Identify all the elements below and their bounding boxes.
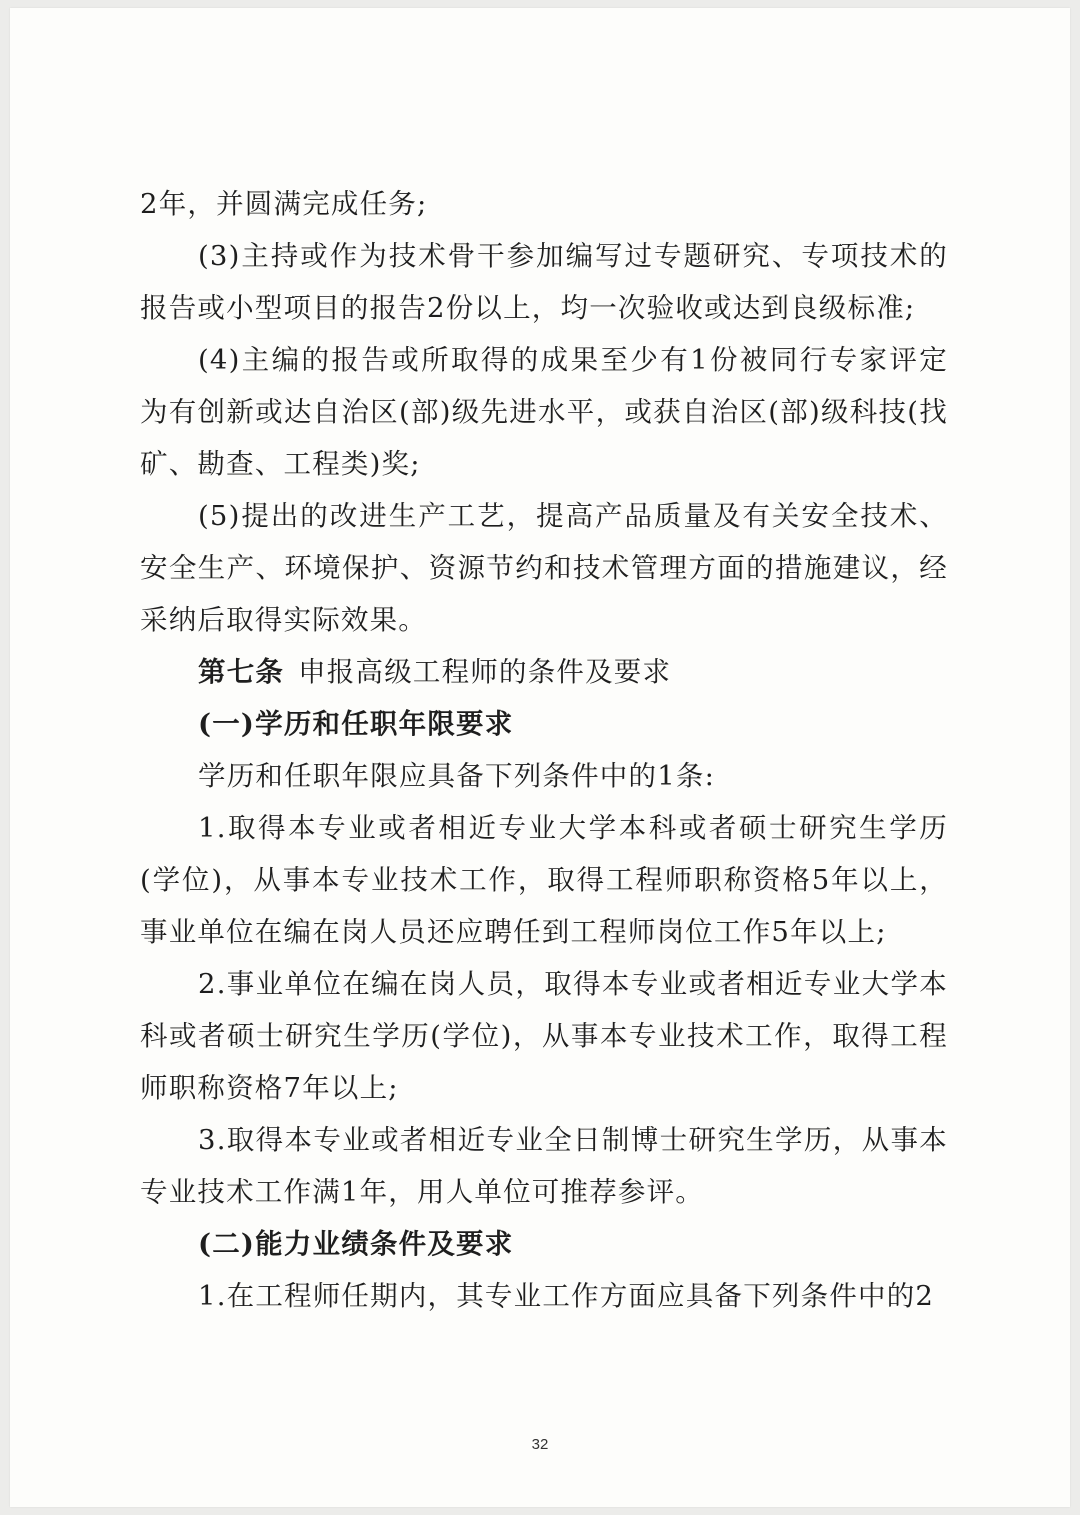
paragraph-continuation: 2年，并圆满完成任务;: [140, 188, 428, 220]
document-page: [10, 8, 1070, 1507]
section-heading-ability: (二)能力业绩条件及要求: [198, 1228, 514, 1260]
section-intro: 学历和任职年限应具备下列条件中的1条:: [198, 760, 716, 792]
article-heading: [140, 646, 948, 698]
document-body: [140, 178, 948, 1322]
paragraph-item-5: (5)提出的改进生产工艺，提高产品质量及有关安全技术、安全生产、环境保护、资源节约和技术管理方面的措施建议，经采纳后取得实际效果。: [140, 500, 948, 636]
requirement-item-2: 2.事业单位在编在岗人员，取得本专业或者相近专业大学本科或者硕士研究生学历(学位)，从事本专业技术工作，取得工程师职称资格7年以上;: [140, 968, 948, 1104]
article-number: 第七条: [198, 656, 285, 688]
requirement-item-3: 3.取得本专业或者相近专业全日制博士研究生学历，从事本专业技术工作满1年，用人单位可推荐参评。: [140, 1124, 948, 1208]
paragraph-item-4: (4)主编的报告或所取得的成果至少有1份被同行专家评定为有创新或达自治区(部)级先进水平，或获自治区(部)级科技(找矿、勘查、工程类)奖;: [140, 344, 948, 480]
section-heading-education: (一)学历和任职年限要求: [198, 708, 514, 740]
ability-item-1: 1.在工程师任期内，其专业工作方面应具备下列条件中的2: [198, 1280, 935, 1312]
paragraph-item-3: (3)主持或作为技术骨干参加编写过专题研究、专项技术的报告或小型项目的报告2份以上，均一次验收或达到良级标准;: [140, 240, 948, 324]
page-number: 32: [531, 1436, 549, 1453]
requirement-item-1: 1.取得本专业或者相近专业大学本科或者硕士研究生学历(学位)，从事本专业技术工作，取得工程师职称资格5年以上，事业单位在编在岗人员还应聘任到工程师岗位工作5年以上;: [140, 812, 948, 948]
article-title: 申报高级工程师的条件及要求: [298, 656, 672, 688]
